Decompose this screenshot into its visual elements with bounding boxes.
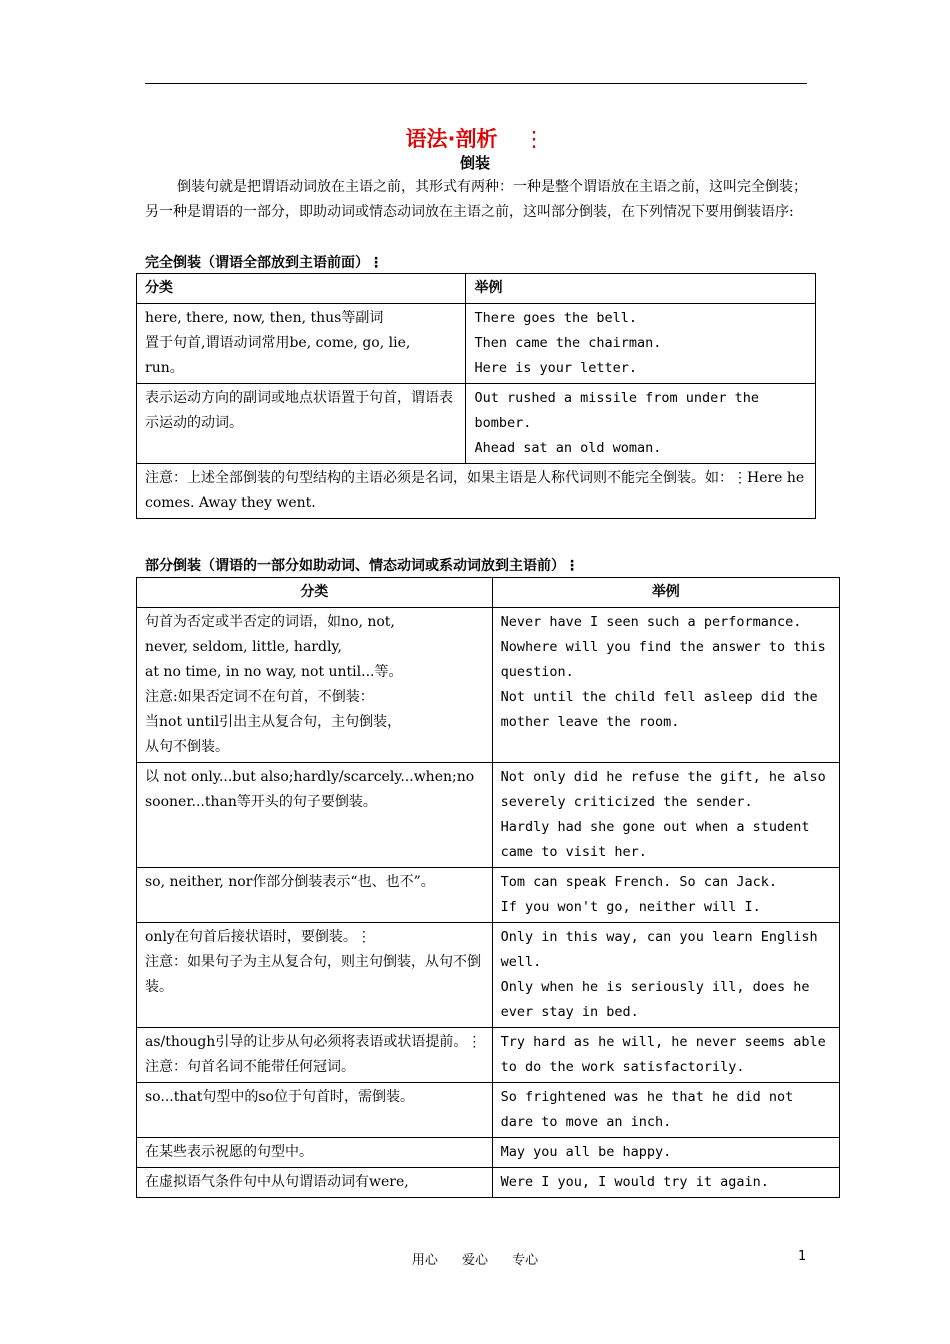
example-cell: Not only did he refuse the gift, he also severely criticized the sender. Hardly had she gone out when a student came to visit her.	[492, 763, 839, 868]
table-row	[137, 384, 816, 464]
page-subtitle: 倒装	[459, 154, 490, 172]
category-cell: 表示运动方向的副词或地点状语置于句首，谓语表示运动的动词。	[137, 384, 466, 464]
table-header-row	[137, 578, 840, 608]
table-row	[137, 763, 840, 868]
category-cell: 在虚拟语气条件句中从句谓语动词有were,	[137, 1168, 493, 1198]
category-cell: 句首为否定或半否定的词语，如no, not, never, seldom, little, hardly, at no time, in no way, not until...等。 注意:如果否定词不在句首，不倒装： 当not until引出主从复合句，主句倒装， 从句不倒装。	[137, 608, 493, 763]
column-header-category: 分类	[137, 578, 493, 608]
partial-inversion-table	[136, 577, 840, 1198]
category-cell: here, there, now, then, thus等副词 置于句首,谓语动词常用be, come, go, lie, run。	[137, 304, 466, 384]
footer-text-middle: 爱心	[461, 1253, 488, 1268]
table-header-row	[137, 274, 816, 304]
intro-paragraph	[145, 175, 807, 225]
example-cell: Try hard as he will, he never seems able to do the work satisfactorily.	[492, 1028, 839, 1083]
footer-text-left: 用心	[411, 1253, 438, 1268]
header-rule	[145, 83, 807, 84]
page-footer	[0, 1249, 950, 1268]
example-cell: Were I you, I would try it again.	[492, 1168, 839, 1198]
example-cell: There goes the bell. Then came the chairman. Here is your letter.	[466, 304, 816, 384]
title-text: 语法·剖析	[405, 127, 498, 151]
table-row	[137, 304, 816, 384]
title-mark: ⋮	[523, 127, 545, 151]
column-header-example: 举例	[492, 578, 839, 608]
example-cell: So frightened was he that he did not dare to move an inch.	[492, 1083, 839, 1138]
example-cell: May you all be happy.	[492, 1138, 839, 1168]
example-cell: Only in this way, can you learn English well. Only when he is seriously ill, does he ever stay in bed.	[492, 923, 839, 1028]
table-row	[137, 1168, 840, 1198]
table-row	[137, 1138, 840, 1168]
column-header-example: 举例	[466, 274, 816, 304]
section-heading-full-inversion: 完全倒装（谓语全部放到主语前面）⋮	[145, 255, 383, 271]
category-cell: 以 not only...but also;hardly/scarcely...when;no sooner...than等开头的句子要倒装。	[137, 763, 493, 868]
category-cell: so, neither, nor作部分倒装表示“也、也不”。	[137, 868, 493, 923]
full-inversion-table	[136, 273, 816, 519]
page-number: 1	[798, 1249, 807, 1264]
intro-text: 倒装句就是把谓语动词放在主语之前，其形式有两种：一种是整个谓语放在主语之前，这叫完全倒装；另一种是谓语的一部分，即助动词或情态动词放在主语之前，这叫部分倒装，在下列情况下要用倒装语序:	[145, 179, 807, 220]
category-cell: as/though引导的让步从句必须将表语或状语提前。⋮ 注意：句首名词不能带任何冠词。	[137, 1028, 493, 1083]
table-row	[137, 1028, 840, 1083]
category-cell: 在某些表示祝愿的句型中。	[137, 1138, 493, 1168]
table-row	[137, 608, 840, 763]
table-row	[137, 1083, 840, 1138]
category-cell: only在句首后接状语时，要倒装。⋮ 注意：如果句子为主从复合句，则主句倒装，从句不倒装。	[137, 923, 493, 1028]
page-title	[0, 123, 950, 153]
section-heading-partial-inversion: 部分倒装（谓语的一部分如助动词、情态动词或系动词放到主语前）⋮	[145, 558, 579, 574]
table-row	[137, 923, 840, 1028]
note-cell: 注意：上述全部倒装的句型结构的主语必须是名词，如果主语是人称代词则不能完全倒装。如：⋮Here he comes. Away they went.	[137, 464, 816, 519]
category-cell: so...that句型中的so位于句首时，需倒装。	[137, 1083, 493, 1138]
table-note-row	[137, 464, 816, 519]
example-cell: Never have I seen such a performance. Nowhere will you find the answer to this question. Not until the child fell asleep did the mother leave the room.	[492, 608, 839, 763]
example-cell: Tom can speak French. So can Jack. If you won't go, neither will I.	[492, 868, 839, 923]
footer-text-right: 专心	[512, 1253, 539, 1268]
example-cell: Out rushed a missile from under the bomber. Ahead sat an old woman.	[466, 384, 816, 464]
column-header-category: 分类	[137, 274, 466, 304]
table-row	[137, 868, 840, 923]
